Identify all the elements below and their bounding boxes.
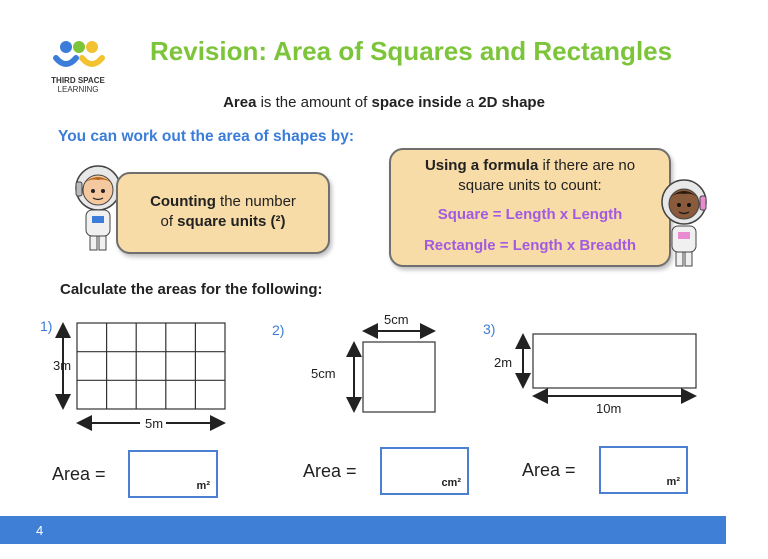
question-2-width-label: 5cm <box>384 312 409 327</box>
question-2-answer-box[interactable] <box>380 447 469 495</box>
footer-bar <box>0 516 726 544</box>
formula-line-2: square units to count: <box>458 177 602 194</box>
counting-text-2: of <box>160 213 178 230</box>
counting-square-units: square units (²) <box>177 213 286 230</box>
def-2d-shape: 2D shape <box>478 94 545 111</box>
formula-text-1: if there are no <box>538 157 636 174</box>
astronaut-girl-illustration <box>654 176 714 272</box>
brand-line-1: THIRD SPACE <box>51 76 105 85</box>
page-number: 4 <box>36 523 44 538</box>
question-3-unit: m² <box>666 476 680 488</box>
question-3-width-label: 10m <box>596 401 622 416</box>
instruction-heading: Calculate the areas for the following: <box>60 281 323 298</box>
question-2-unit: cm² <box>441 477 461 489</box>
logo-mark <box>52 40 106 74</box>
question-3-number: 3) <box>483 321 496 337</box>
question-1-unit: m² <box>196 480 210 492</box>
def-area-word: Area <box>223 94 257 111</box>
counting-line-2 <box>118 212 328 232</box>
counting-line-1 <box>118 192 328 212</box>
question-2-square <box>363 342 435 412</box>
rectangle-formula: Rectangle = Length x Breadth <box>423 237 637 254</box>
def-text-1: is the amount of <box>256 94 372 111</box>
counting-method-bubble <box>116 172 330 254</box>
astronaut-girl-icon <box>654 176 714 272</box>
question-3-answer-box[interactable] <box>599 446 688 494</box>
formula-bold: Using a formula <box>424 157 539 174</box>
question-1-height-label: 3m <box>53 358 72 373</box>
question-1-answer-box[interactable] <box>128 450 218 498</box>
def-space-inside: space inside <box>371 94 462 111</box>
def-text-2: a <box>461 94 479 111</box>
question-2-height-label: 5cm <box>311 366 336 381</box>
formula-method-bubble <box>389 148 671 267</box>
formula-line-1 <box>391 156 669 176</box>
question-3-height-label: 2m <box>494 355 513 370</box>
question-3-area-label: Area = <box>522 460 576 480</box>
brand-name <box>48 76 108 94</box>
brand-line-2: LEARNING <box>57 85 99 94</box>
counting-bold: Counting <box>150 193 216 210</box>
question-2-area-label: Area = <box>303 461 357 481</box>
counting-text-1: the number <box>215 193 296 210</box>
question-1-width-label: 5m <box>145 416 164 431</box>
square-formula: Square = Length x Length <box>437 206 623 223</box>
area-definition <box>0 94 768 111</box>
methods-intro: You can work out the area of shapes by: <box>58 128 354 145</box>
logo <box>52 40 106 74</box>
question-1-grid <box>77 323 225 409</box>
question-1-area-label: Area = <box>52 464 106 484</box>
page-title: Revision: Area of Squares and Rectangles <box>150 36 673 66</box>
question-3-rectangle <box>533 334 696 388</box>
question-2-number: 2) <box>272 322 285 338</box>
question-1-number: 1) <box>40 318 53 334</box>
